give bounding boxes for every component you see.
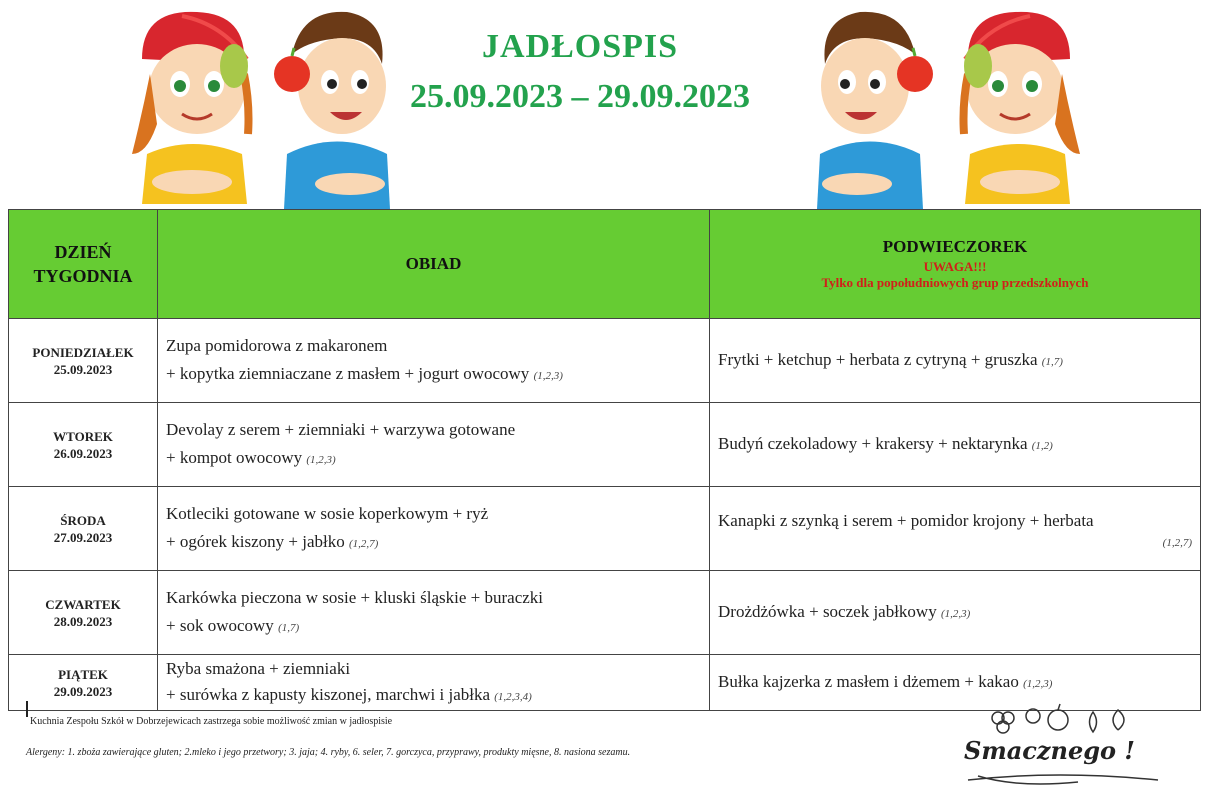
warning-label: UWAGA!!! xyxy=(923,259,987,274)
day-cell xyxy=(9,403,158,487)
day-cell xyxy=(9,487,158,571)
day-name: ŚRODA xyxy=(60,512,106,528)
menu-table xyxy=(8,209,1201,711)
podwieczorek-cell xyxy=(710,571,1201,655)
podwieczorek-text: Bułka kajzerka z masłem i dżemem + kakao xyxy=(718,671,1019,691)
table-row xyxy=(9,403,1201,487)
divider xyxy=(26,701,28,717)
day-name: WTOREK xyxy=(53,428,113,444)
obiad-cell xyxy=(158,487,710,571)
table-row xyxy=(9,319,1201,403)
podwieczorek-text: Budyń czekoladowy + krakersy + nektarynka xyxy=(718,433,1028,453)
boy-with-apple-icon xyxy=(810,4,945,209)
allergen-codes: (1,7) xyxy=(1041,355,1063,368)
day-name: PONIEDZIAŁEK xyxy=(32,344,134,360)
day-date: 29.09.2023 xyxy=(53,683,113,699)
podwieczorek-text: Drożdżówka + soczek jabłkowy xyxy=(718,601,937,621)
table-row xyxy=(9,571,1201,655)
obiad-line: + kompot owocowy xyxy=(166,447,303,467)
table-row xyxy=(9,487,1201,571)
boy-with-apple-icon xyxy=(262,4,397,209)
podwieczorek-label: PODWIECZOREK xyxy=(882,237,1028,256)
allergen-codes: (1,2,3,4) xyxy=(494,690,532,703)
column-header-podwieczorek xyxy=(710,210,1201,319)
obiad-line: + sok owocowy xyxy=(166,615,274,635)
obiad-line: Kotleciki gotowane w sosie koperkowym + ryż xyxy=(166,503,489,523)
allergen-legend: Alergeny: 1. zboża zawierające gluten; 2.mleko i jego przetwory; 3. jaja; 4. ryby, 6. seler, 7. gorczyca, przyprawy, produkty mięsne, 8. nasiona sezamu. xyxy=(26,747,631,758)
podwieczorek-cell xyxy=(710,403,1201,487)
menu-date-range: 25.09.2023 – 29.09.2023 xyxy=(410,78,750,115)
obiad-cell xyxy=(158,571,710,655)
menu-header xyxy=(390,28,770,116)
allergen-codes: (1,7) xyxy=(278,621,300,634)
day-name: PIĄTEK xyxy=(58,666,108,682)
day-date: 26.09.2023 xyxy=(53,445,113,461)
allergen-codes: (1,2,7) xyxy=(349,537,379,550)
table-header-row xyxy=(9,210,1201,319)
girl-with-pear-icon xyxy=(950,4,1090,204)
allergen-codes: (1,2,3) xyxy=(533,369,563,382)
obiad-line: + surówka z kapusty kiszonej, marchwi i jabłka xyxy=(166,684,491,704)
obiad-line: + ogórek kiszony + jabłko xyxy=(166,531,345,551)
day-date: 27.09.2023 xyxy=(53,529,113,545)
obiad-line: Ryba smażona + ziemniaki xyxy=(166,658,351,678)
podwieczorek-text: Frytki + ketchup + herbata z cytryną + gruszka xyxy=(718,349,1038,369)
obiad-line: Karkówka pieczona w sosie + kluski śląskie + buraczki xyxy=(166,587,544,607)
footer-note: Kuchnia Zespołu Szkół w Dobrzejewicach zastrzega sobie możliwość zmian w jadłospisie xyxy=(30,716,393,727)
podwieczorek-cell xyxy=(710,487,1201,571)
day-cell xyxy=(9,655,158,711)
girl-with-pear-icon xyxy=(122,4,262,204)
obiad-line: Devolay z serem + ziemniaki + warzywa gotowane xyxy=(166,419,516,439)
podwieczorek-cell xyxy=(710,319,1201,403)
day-cell xyxy=(9,571,158,655)
allergen-codes: (1,2,7) xyxy=(1162,536,1192,549)
smacznego-text: Smacznego ! xyxy=(964,736,1135,765)
obiad-cell xyxy=(158,403,710,487)
warning-note: Tylko dla popołudniowych grup przedszkolnych xyxy=(821,275,1089,290)
obiad-cell xyxy=(158,319,710,403)
obiad-line: Zupa pomidorowa z makaronem xyxy=(166,335,388,355)
smacznego-logo xyxy=(958,700,1173,788)
day-name: CZWARTEK xyxy=(45,596,121,612)
allergen-codes: (1,2,3) xyxy=(1023,677,1053,690)
allergen-codes: (1,2,3) xyxy=(940,607,971,620)
column-header-obiad: OBIAD xyxy=(158,210,710,319)
allergen-codes: (1,2,3) xyxy=(306,453,336,466)
day-cell xyxy=(9,319,158,403)
menu-title: JADŁOSPIS xyxy=(481,28,679,65)
allergen-codes: (1,2) xyxy=(1031,439,1053,452)
obiad-cell xyxy=(158,655,710,711)
day-date: 25.09.2023 xyxy=(53,361,113,377)
obiad-line: + kopytka ziemniaczane z masłem + jogurt owocowy xyxy=(166,363,530,383)
podwieczorek-text: Kanapki z szynką i serem + pomidor krojony + herbata xyxy=(718,510,1094,530)
day-date: 28.09.2023 xyxy=(53,613,113,629)
column-header-day: DZIEŃ TYGODNIA xyxy=(9,210,158,319)
